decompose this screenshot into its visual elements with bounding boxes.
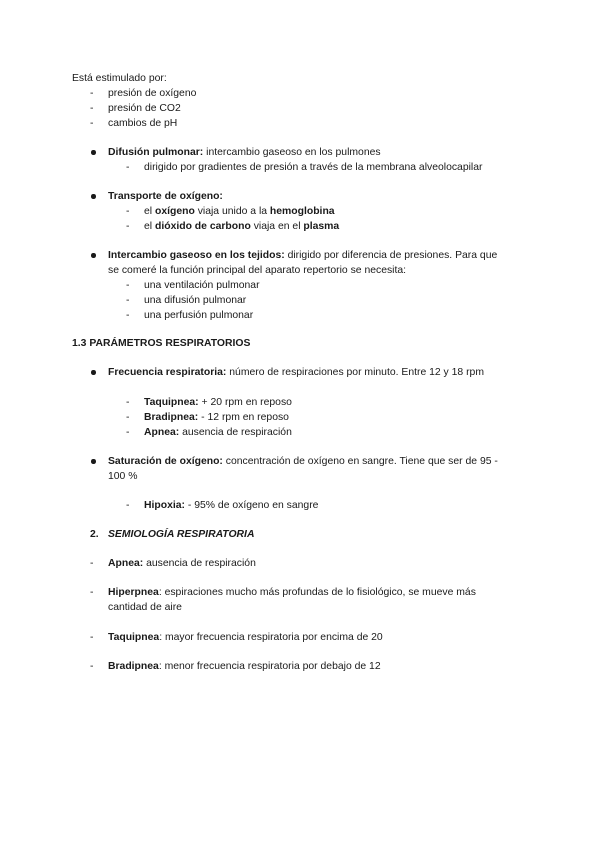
term-label: Hiperpnea bbox=[108, 587, 159, 598]
list-item bbox=[108, 660, 381, 673]
term-label: Apnea: bbox=[144, 427, 180, 438]
term-text: concentración de oxígeno en sangre. Tiene que ser de 95 - bbox=[222, 456, 498, 467]
text-run: el bbox=[144, 206, 155, 217]
list-item bbox=[108, 631, 383, 644]
bullet-icon bbox=[91, 370, 96, 375]
list-dash: - bbox=[126, 295, 130, 306]
term-text: : espiraciones mucho más profundas de lo fisiológico, se mueve más bbox=[158, 587, 476, 598]
term-text: - 95% de oxígeno en sangre bbox=[185, 500, 319, 511]
list-dash: - bbox=[126, 397, 130, 408]
list-dash: - bbox=[90, 103, 94, 114]
list-dash: - bbox=[90, 88, 94, 99]
list-item bbox=[144, 220, 339, 233]
list-item bbox=[144, 411, 289, 424]
list-dash: - bbox=[90, 632, 94, 643]
term-text: ausencia de respiración bbox=[179, 427, 292, 438]
section-heading: SEMIOLOGÍA RESPIRATORIA bbox=[108, 529, 255, 540]
list-dash: - bbox=[126, 280, 130, 291]
list-dash: - bbox=[126, 427, 130, 438]
list-dash: - bbox=[126, 162, 130, 173]
term-text: ausencia de respiración bbox=[143, 558, 256, 569]
list-item bbox=[144, 426, 292, 439]
list-item bbox=[144, 396, 292, 409]
term-text: : menor frecuencia respiratoria por debajo de 12 bbox=[158, 661, 381, 672]
list-dash: - bbox=[126, 500, 130, 511]
section-heading: 1.3 PARÁMETROS RESPIRATORIOS bbox=[72, 338, 251, 349]
list-item: presión de CO2 bbox=[108, 103, 181, 114]
list-dash: - bbox=[126, 310, 130, 321]
term-text: dirigido por diferencia de presiones. Para que bbox=[284, 250, 498, 261]
list-item bbox=[108, 586, 476, 599]
term-text: - 12 rpm en reposo bbox=[198, 412, 289, 423]
intro-heading: Está estimulado por: bbox=[72, 73, 167, 84]
bold-run: hemoglobina bbox=[269, 206, 335, 217]
list-item: una perfusión pulmonar bbox=[144, 310, 254, 321]
term-label: Intercambio gaseoso en los tejidos: bbox=[108, 250, 285, 261]
list-dash: - bbox=[90, 558, 94, 569]
bold-run: dióxido de carbono bbox=[154, 221, 251, 232]
term-label: Difusión pulmonar: bbox=[108, 147, 204, 158]
list-dash: - bbox=[126, 412, 130, 423]
list-item-continuation: 100 % bbox=[108, 471, 138, 482]
text-run: el bbox=[144, 221, 155, 232]
term-label: Taquipnea: bbox=[144, 397, 199, 408]
list-dash: - bbox=[90, 661, 94, 672]
term-label: Bradipnea bbox=[108, 661, 159, 672]
list-item bbox=[108, 366, 484, 379]
list-dash: - bbox=[126, 206, 130, 217]
section-number: 2. bbox=[90, 529, 99, 540]
list-item bbox=[108, 146, 381, 159]
term-text: : mayor frecuencia respiratoria por encima de 20 bbox=[159, 632, 383, 643]
list-item bbox=[144, 499, 318, 512]
list-item bbox=[108, 455, 498, 468]
term-text: intercambio gaseoso en los pulmones bbox=[203, 147, 381, 158]
term-label: Bradipnea: bbox=[144, 412, 199, 423]
list-item: una ventilación pulmonar bbox=[144, 280, 260, 291]
term-text: + 20 rpm en reposo bbox=[198, 397, 292, 408]
term-label: Saturación de oxígeno: bbox=[108, 456, 223, 467]
term-label: Apnea: bbox=[108, 558, 144, 569]
list-dash: - bbox=[90, 118, 94, 129]
list-item: cambios de pH bbox=[108, 118, 178, 129]
term-label: Frecuencia respiratoria: bbox=[108, 367, 227, 378]
term-text: número de respiraciones por minuto. Entre 12 y 18 rpm bbox=[226, 367, 484, 378]
bullet-icon bbox=[91, 459, 96, 464]
list-dash: - bbox=[126, 221, 130, 232]
term-label: Transporte de oxígeno: bbox=[108, 191, 223, 202]
list-item: dirigido por gradientes de presión a través de la membrana alveolocapilar bbox=[144, 162, 483, 173]
bullet-icon bbox=[91, 253, 96, 258]
list-item bbox=[108, 249, 497, 262]
list-dash: - bbox=[90, 587, 94, 598]
text-run: viaja unido a la bbox=[194, 206, 270, 217]
list-item: presión de oxígeno bbox=[108, 88, 197, 99]
list-item bbox=[108, 190, 223, 203]
list-item-continuation: se comeré la función principal del aparato repertorio se necesita: bbox=[108, 265, 407, 276]
bullet-icon bbox=[91, 150, 96, 155]
list-item bbox=[108, 557, 256, 570]
list-item-continuation: cantidad de aire bbox=[108, 602, 182, 613]
list-item bbox=[144, 205, 335, 218]
term-label: Taquipnea bbox=[108, 632, 160, 643]
text-run: viaja en el bbox=[250, 221, 304, 232]
bold-run: oxígeno bbox=[154, 206, 195, 217]
bullet-icon bbox=[91, 194, 96, 199]
bold-run: plasma bbox=[303, 221, 340, 232]
list-item: una difusión pulmonar bbox=[144, 295, 247, 306]
term-label: Hipoxia: bbox=[144, 500, 185, 511]
